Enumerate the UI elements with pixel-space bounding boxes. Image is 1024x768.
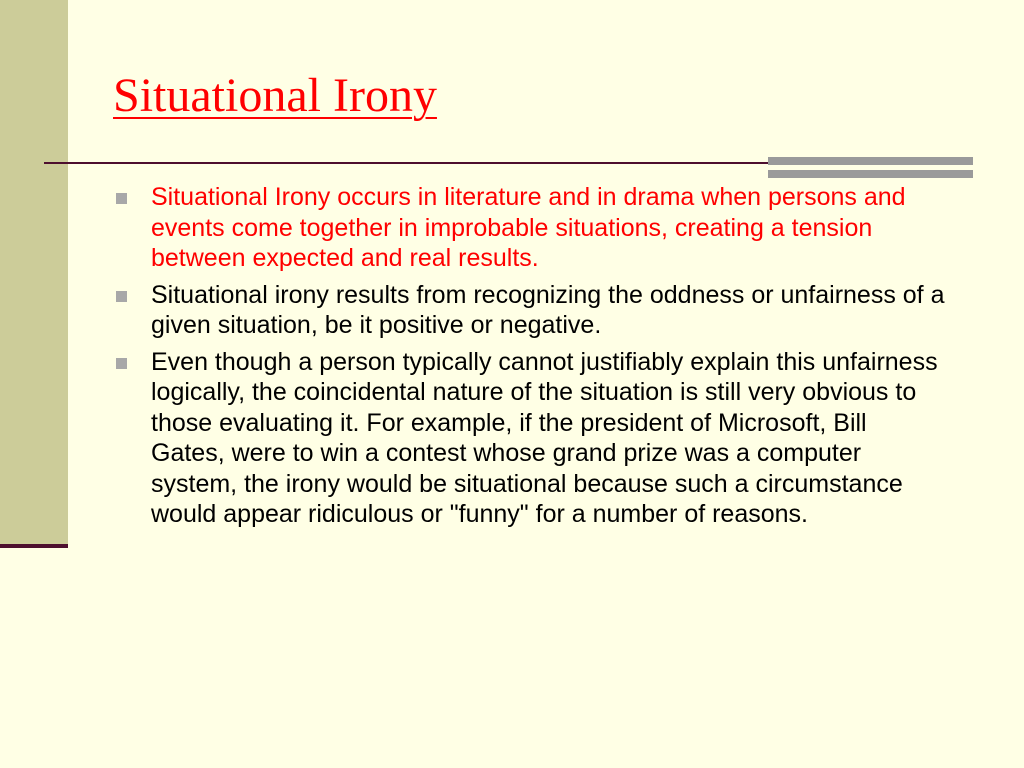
bullet-item bbox=[116, 347, 946, 530]
divider-accent-bottom bbox=[768, 170, 973, 178]
square-bullet-icon bbox=[116, 291, 127, 302]
bullet-item bbox=[116, 182, 946, 274]
bullet-text: Even though a person typically cannot justifiably explain this unfairness logically, the coincidental nature of the situation is still very obvious to those evaluating it. For example, if the president of Microsoft, Bill Gates, were to win a contest whose grand prize was a computer system, the irony would be situational because such a circumstance would appear ridiculous or "funny" for a number of reasons. bbox=[151, 347, 938, 528]
square-bullet-icon bbox=[116, 358, 127, 369]
side-band bbox=[0, 0, 68, 548]
title-divider bbox=[44, 162, 774, 164]
slide-title: Situational Irony bbox=[113, 69, 437, 122]
bullet-text: Situational Irony occurs in literature and in drama when persons and events come together in improbable situations, creating a tension between expected and real results. bbox=[151, 183, 906, 272]
side-band-rule bbox=[0, 544, 68, 548]
divider-accent-top bbox=[768, 157, 973, 165]
bullet-item bbox=[116, 280, 946, 341]
square-bullet-icon bbox=[116, 193, 127, 204]
bullet-list bbox=[116, 182, 946, 536]
bullet-text: Situational irony results from recognizing the oddness or unfairness of a given situation, be it positive or negative. bbox=[151, 280, 945, 339]
